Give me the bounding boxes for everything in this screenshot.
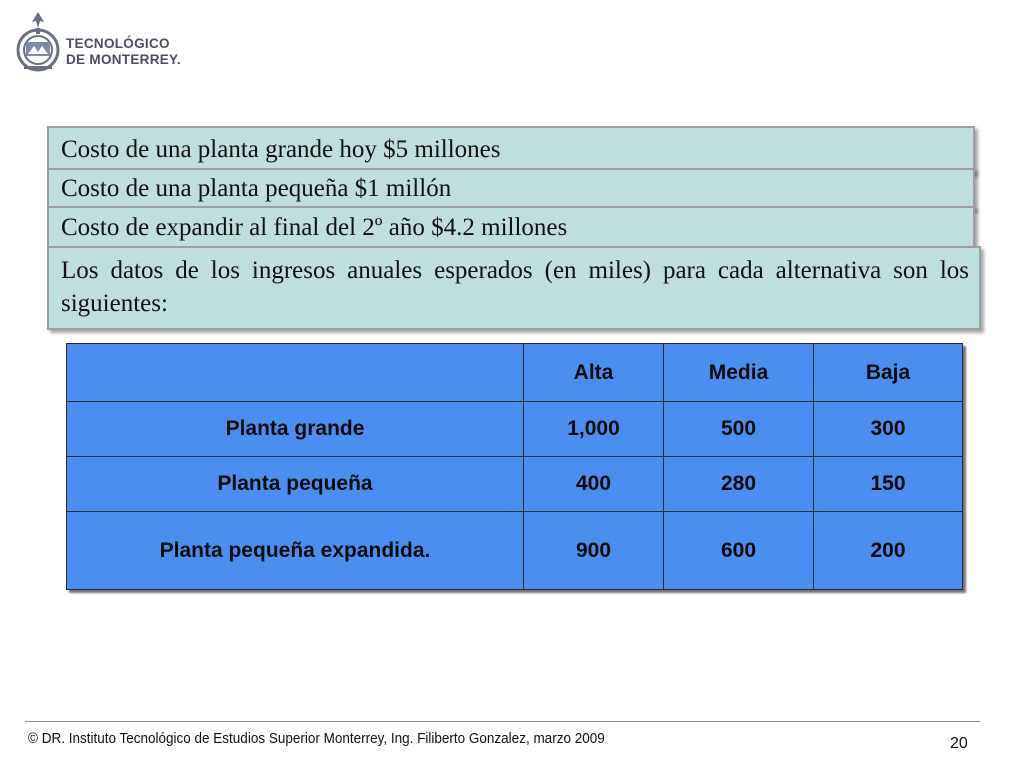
text-large-plant-cost: Costo de una planta grande hoy $5 millones [61, 136, 501, 163]
table-row [67, 457, 963, 512]
revenue-table [66, 343, 963, 590]
table-row-label: Planta pequeña expandida. [67, 512, 524, 590]
table-cell: 600 [664, 512, 814, 590]
logo-text [66, 36, 181, 68]
table-row-label: Planta grande [67, 402, 524, 457]
text-box-revenue-intro [47, 246, 981, 330]
table-row [67, 402, 963, 457]
logo [14, 8, 234, 74]
table-cell: 400 [524, 457, 664, 512]
footer-copyright: © DR. Instituto Tecnológico de Estudios Superior Monterrey, Ing. Filiberto Gonzalez, marzo 2009 [28, 730, 605, 747]
logo-line-2: DE MONTERREY. [66, 52, 181, 67]
text-box-large-plant-cost [47, 126, 975, 174]
table-header-cell: Baja [814, 344, 963, 402]
text-small-plant-cost: Costo de una planta pequeña $1 millón [61, 175, 452, 202]
table-row-label: Planta pequeña [67, 457, 524, 512]
table-header-cell [67, 344, 524, 402]
text-box-expansion-cost [47, 206, 975, 250]
table-cell: 300 [814, 402, 963, 457]
footer-divider [25, 721, 980, 722]
tec-seal-icon [14, 8, 62, 74]
page-number: 20 [950, 735, 968, 752]
table-cell: 900 [524, 512, 664, 590]
logo-line-1: TECNOLÓGICO [66, 36, 170, 51]
table-cell: 150 [814, 457, 963, 512]
text-box-small-plant-cost [47, 168, 975, 210]
table-header-cell: Media [664, 344, 814, 402]
table-header-row [67, 344, 963, 402]
text-expansion-cost: Costo de expandir al final del 2º año $4.2 millones [61, 214, 568, 241]
table-header-cell: Alta [524, 344, 664, 402]
table-row [67, 512, 963, 590]
table-cell: 500 [664, 402, 814, 457]
table-cell: 280 [664, 457, 814, 512]
text-revenue-intro: Los datos de los ingresos anuales esperados (en miles) para cada alternativa son los siguientes: [61, 257, 969, 317]
table-cell: 200 [814, 512, 963, 590]
table-cell: 1,000 [524, 402, 664, 457]
